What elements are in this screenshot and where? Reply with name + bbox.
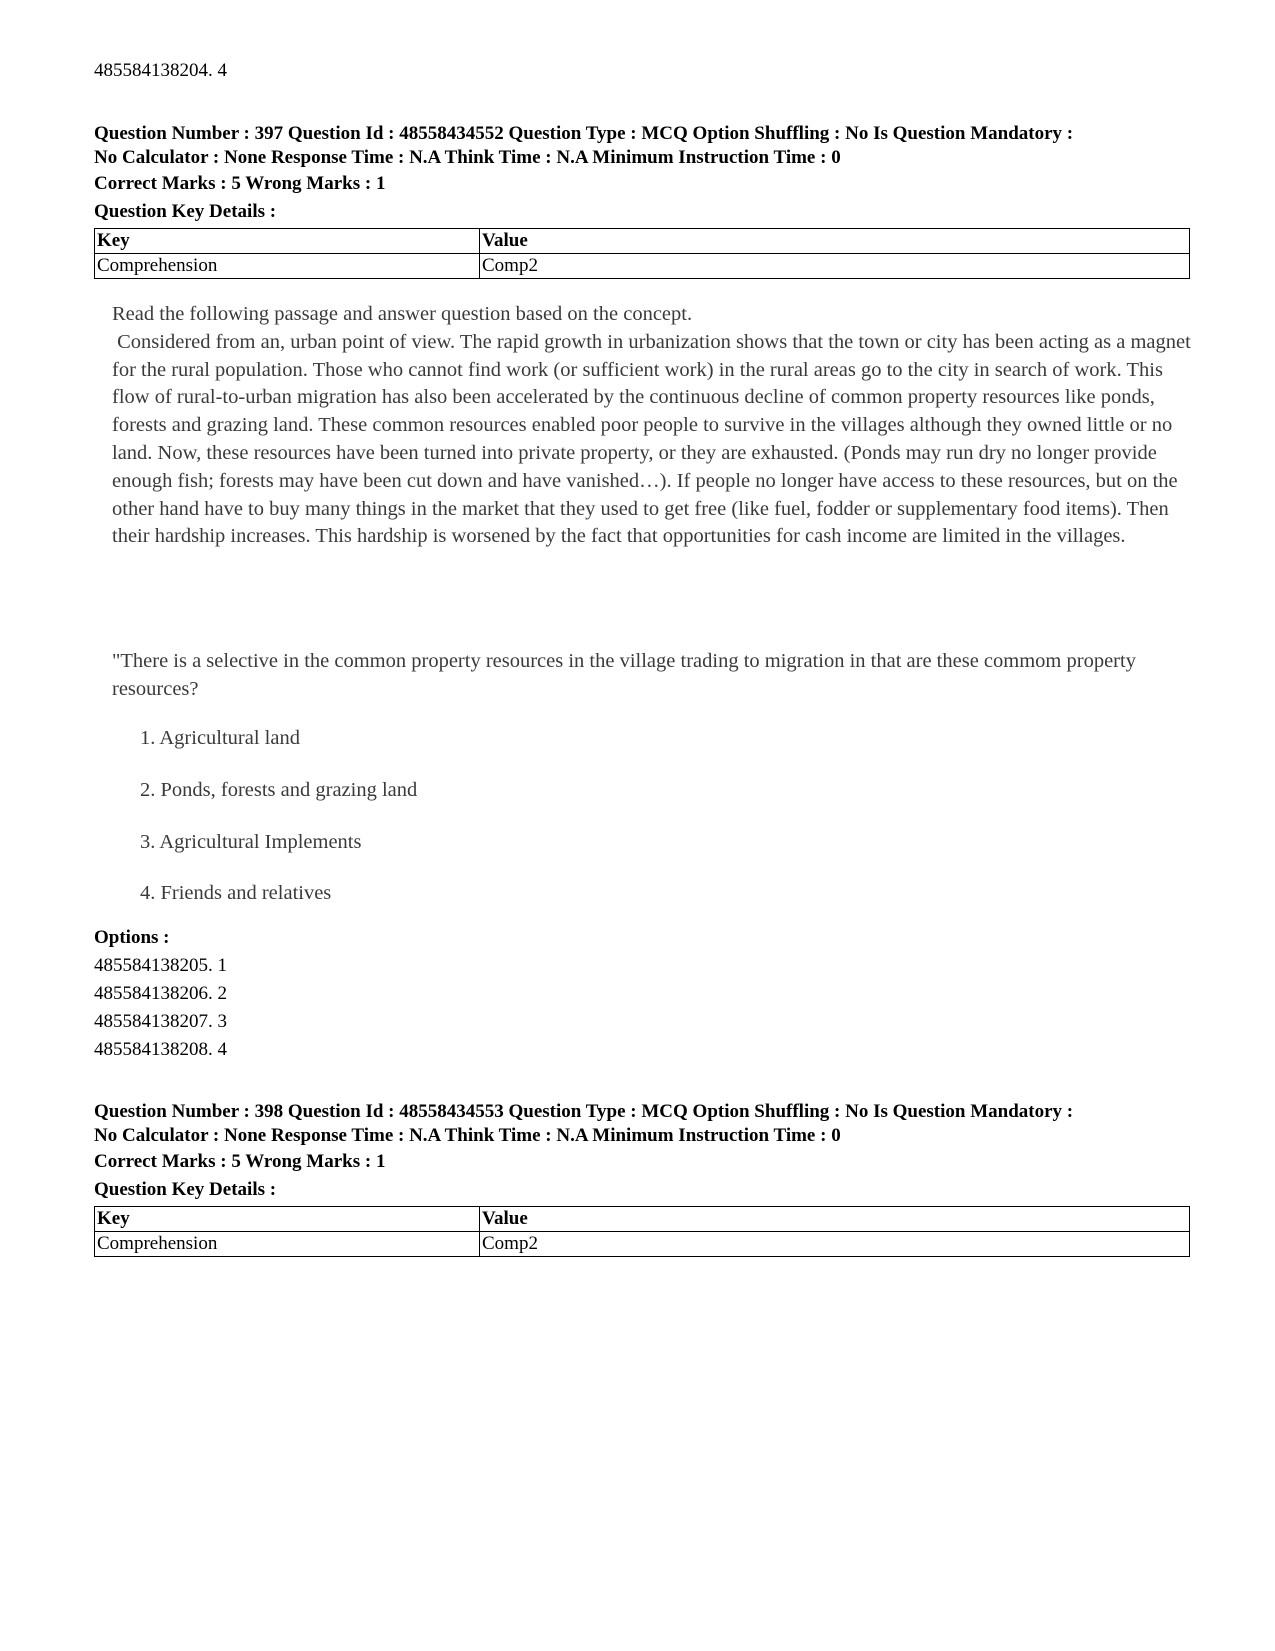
key-cell: Comprehension [95,254,480,279]
question-398-key-table [94,1206,1190,1257]
value-cell: Comp2 [480,254,1190,279]
question-397-meta [94,122,1244,170]
question-meta-line-1: Question Number : 397 Question Id : 48558434552 Question Type : MCQ Option Shuffling : No Is Question Mandatory : [94,123,1074,144]
option-item-1: 485584138205. 1 [94,955,227,976]
question-398-meta [94,1100,1244,1148]
passage-question-text: "There is a selective in the common property resources in the village trading to migration in that are these commom property resources? [112,650,1136,700]
question-397-marks: Correct Marks : 5 Wrong Marks : 1 [94,173,386,194]
question-398-key-details-label: Question Key Details : [94,1179,277,1200]
options-label: Options : [94,927,170,948]
table-header-row [95,1207,1190,1232]
value-header: Value [480,1207,1190,1232]
key-header: Key [95,1207,480,1232]
option-item-4: 485584138208. 4 [94,1039,227,1060]
value-cell: Comp2 [480,1232,1190,1257]
question-398-marks: Correct Marks : 5 Wrong Marks : 1 [94,1151,386,1172]
passage-choice-1: 1. Agricultural land [140,727,300,749]
passage-question [112,648,1192,704]
question-meta-line-2: No Calculator : None Response Time : N.A Think Time : N.A Minimum Instruction Time : 0 [94,1125,841,1146]
passage-intro: Read the following passage and answer question based on the concept. [112,303,693,325]
passage-choice-2: 2. Ponds, forests and grazing land [140,779,418,801]
question-meta-line-1: Question Number : 398 Question Id : 48558434553 Question Type : MCQ Option Shuffling : No Is Question Mandatory : [94,1101,1074,1122]
option-item-2: 485584138206. 2 [94,983,227,1004]
passage-choice-3: 3. Agricultural Implements [140,831,362,853]
comprehension-passage [112,301,1196,551]
option-item-3: 485584138207. 3 [94,1011,227,1032]
question-397-key-details-label: Question Key Details : [94,201,277,222]
question-meta-line-2: No Calculator : None Response Time : N.A Think Time : N.A Minimum Instruction Time : 0 [94,147,841,168]
value-header: Value [480,229,1190,254]
question-397-key-table [94,228,1190,279]
passage-choice-4: 4. Friends and relatives [140,882,332,904]
table-row [95,254,1190,279]
passage-body: Considered from an, urban point of view. The rapid growth in urbanization shows that the town or city has been acting as a magnet for the rural population. Those who cannot find work (or sufficient work) in the rural areas go to the city in search of work. This flow of rural-to-urban migration has also been accelerated by the continuous decline of common property resources like ponds, forests and grazing land. These common resources enabled poor people to survive in the villages although they owned little or no land. Now, these resources have been turned into private property, or they are exhausted. (Ponds may run dry no longer provide enough fish; forests may have been cut down and have vanished…). If people no longer have access to these resources, but on the other hand have to buy many things in the market that they used to get free (like fuel, fodder or supplementary food items). Then their hardship increases. This hardship is worsened by the fact that opportunities for cash income are limited in the villages. [112,330,1196,548]
table-row [95,1232,1190,1257]
key-cell: Comprehension [95,1232,480,1257]
key-header: Key [95,229,480,254]
table-header-row [95,229,1190,254]
previous-option-line: 485584138204. 4 [94,60,227,81]
